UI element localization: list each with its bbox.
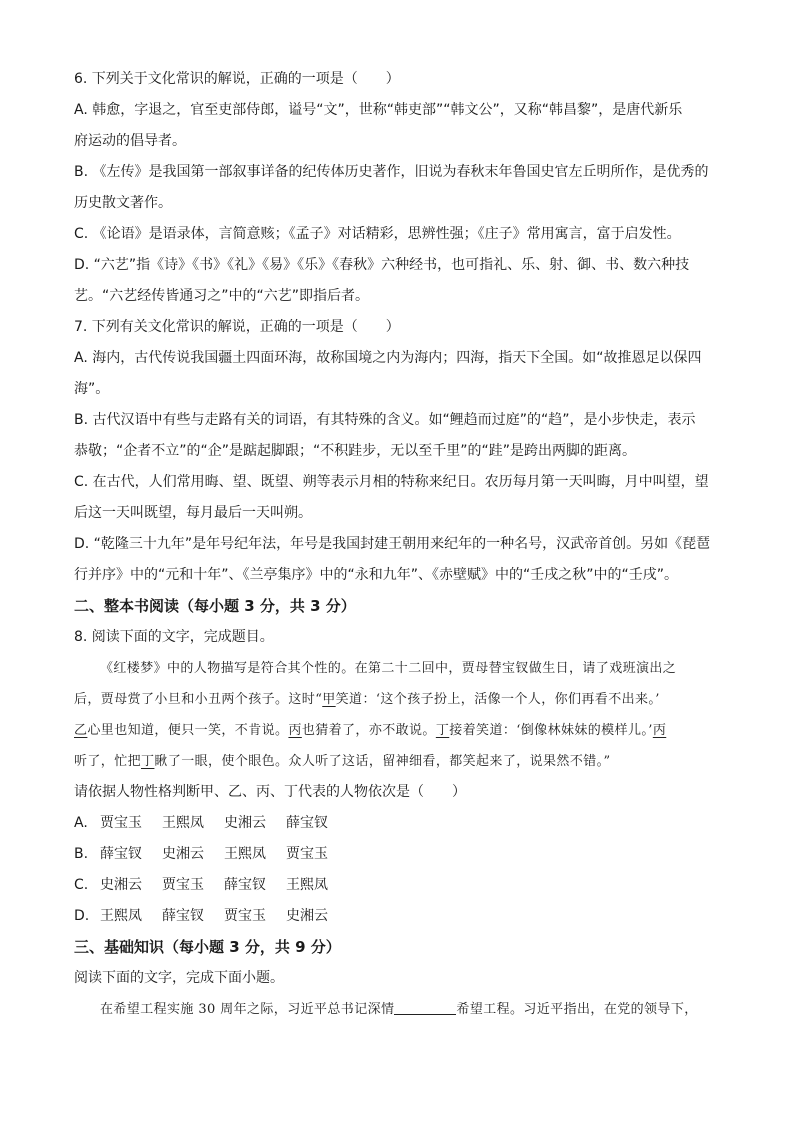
marker-jia: 甲 [322, 692, 336, 707]
q8-passage-line4: 听了，忙把丁瞅了一眼，使个眼色。众人听了这话，留神细看，都笑起来了，说果然不错。” [74, 754, 611, 769]
q6-option-b-line2: 历史散文著作。 [74, 195, 172, 211]
marker-ding-1: 丁 [435, 723, 450, 738]
q6-option-b-line1: B. 《左传》是我国第一部叙事详备的纪传体历史著作，旧说为春秋末年鲁国史官左丘明所作，是优秀的 [74, 164, 709, 180]
marker-bing-2: 丙 [652, 723, 667, 738]
q7-option-b-line1: B. 古代汉语中有些与走路有关的词语，有其特殊的含义。如“鲤趋而过庭”的“趋”，是小步快走，表示 [74, 412, 696, 428]
q8-option-c: C. 史湘云 贾宝玉 薛宝钗 王熙凤 [74, 870, 710, 901]
q7-option-d-line1: D. “乾隆三十九年”是年号纪年法，年号是我国封建王朝用来纪年的一种名号，汉武帝首创。另如《琵琶 [74, 536, 711, 552]
q7-option-b-line2: 恭敬；“企者不立”的“企”是踮起脚跟；“不积跬步，无以至千里”的“跬”是跨出两脚的距离。 [74, 443, 637, 459]
option-label: B. [74, 846, 89, 862]
q8-passage-line2: 后，贾母赏了小旦和小丑两个孩子。这时“甲笑道：‘这个孩子扮上，活像一个人，你们再看不出来。’ [74, 692, 660, 707]
marker-yi: 乙 [74, 723, 88, 738]
q7-option-d-line2: 行并序》中的“元和十年”、《兰亭集序》中的“永和九年”、《赤壁赋》中的“壬戌之秋”中的“壬戌”。 [74, 567, 679, 583]
q6-option-a-line1: A. 韩愈，字退之，官至吏部侍郎，谥号“文”，世称“韩吏部”“韩文公”，又称“韩昌黎”，是唐代新乐 [74, 102, 683, 118]
q7-option-a-line1: A. 海内，古代传说我国疆土四面环海，故称国境之内为海内；四海，指天下全国。如“故推恩足以保四 [74, 350, 702, 366]
q8-option-a: A. 贾宝玉 王熙凤 史湘云 薛宝钗 [74, 808, 710, 839]
q8-passage-line1: 《红楼梦》中的人物描写是符合其个性的。在第二十二回中，贾母替宝钗做生日，请了戏班演出之 [100, 661, 677, 676]
q7-option-c-line1: C. 在古代，人们常用晦、望、既望、朔等表示月相的特称来纪日。农历每月第一天叫晦，月中叫望，望 [74, 474, 709, 490]
marker-ding-2: 丁 [141, 754, 155, 769]
section-3-passage-line1: 在希望工程实施 30 周年之际，习近平总书记深情 希望工程。习近平指出，在党的领导下， [100, 1002, 698, 1017]
q6-stem: 6. 下列关于文化常识的解说，正确的一项是（ ） [74, 71, 400, 87]
q7-option-a-line2: 海”。 [74, 381, 110, 397]
option-label: A. [74, 815, 88, 831]
q8-stem: 8. 阅读下面的文字，完成题目。 [74, 629, 274, 645]
q6-option-d-line1: D. “六艺”指《诗》《书》《礼》《易》《乐》《春秋》六种经书，也可指礼、乐、射、御、书、数六种技 [74, 257, 690, 273]
q6-option-c-line1: C. 《论语》是语录体，言简意赅；《孟子》对话精彩，思辨性强；《庄子》常用寓言，富于启发性。 [74, 226, 681, 242]
q6-option-a-line2: 府运动的倡导者。 [74, 133, 186, 149]
q7-stem: 7. 下列有关文化常识的解说，正确的一项是（ ） [74, 319, 400, 335]
q8-option-b: B. 薛宝钗 史湘云 王熙凤 贾宝玉 [74, 839, 710, 870]
section-3-title: 三、基础知识（每小题 3 分，共 9 分） [74, 938, 341, 956]
q6-option-d-line2: 艺。“六艺经传皆通习之”中的“六艺”即指后者。 [74, 288, 370, 304]
section-3-intro: 阅读下面的文字，完成下面小题。 [74, 970, 284, 986]
q8-passage-line3: 乙心里也知道，便只一笑，不肯说。丙也猜着了，亦不敢说。丁接着笑道：‘倒像林妹妹的模样儿。’丙 [74, 723, 667, 738]
option-label: D. [74, 908, 90, 924]
marker-bing-1: 丙 [288, 723, 302, 738]
option-label: C. [74, 877, 89, 893]
q8-question: 请依据人物性格判断甲、乙、丙、丁代表的人物依次是（ ） [74, 784, 466, 800]
section-2-title: 二、整本书阅读（每小题 3 分，共 3 分） [74, 597, 356, 615]
q7-option-c-line2: 后这一天叫既望，每月最后一天叫朔。 [74, 505, 312, 521]
fill-blank[interactable] [394, 1000, 456, 1015]
q8-option-d: D. 王熙凤 薛宝钗 贾宝玉 史湘云 [74, 901, 710, 932]
